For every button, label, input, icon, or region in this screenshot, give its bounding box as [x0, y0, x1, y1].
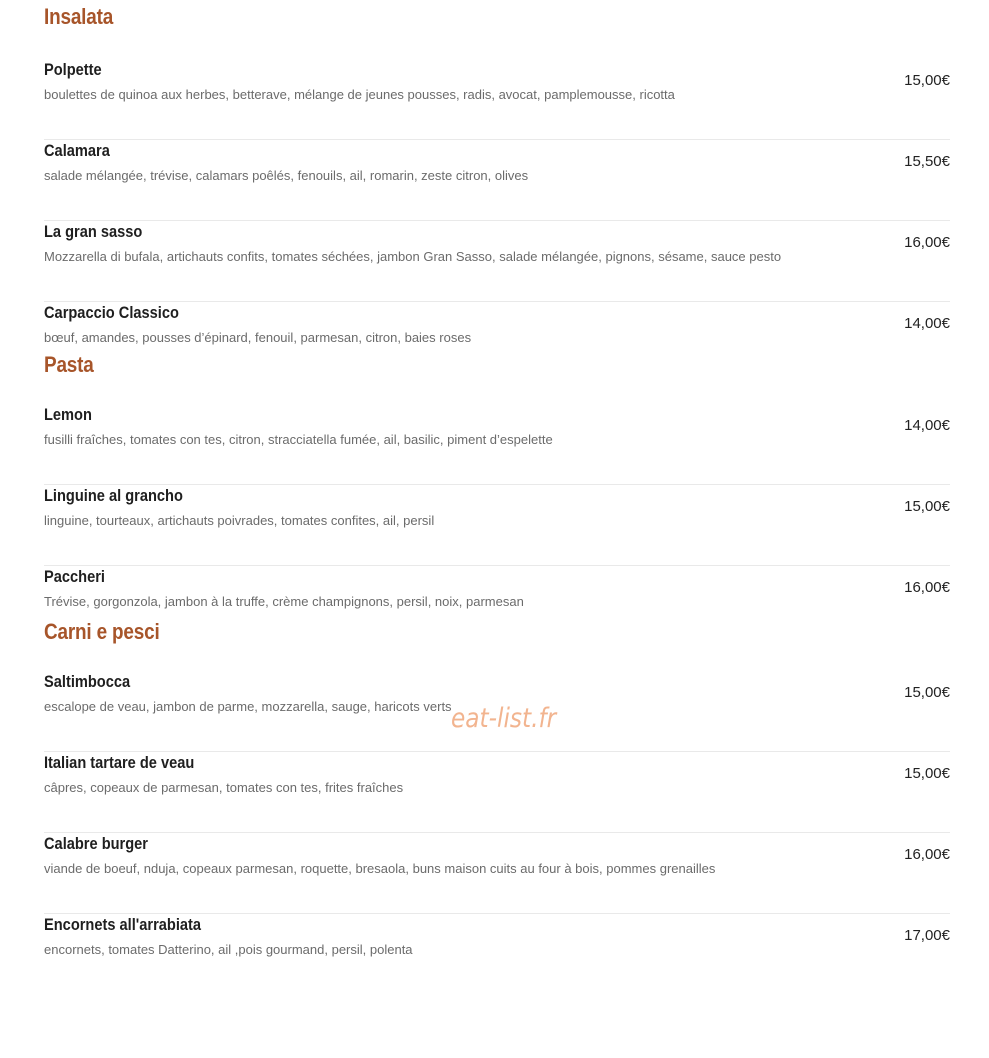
item-name: Paccheri — [44, 567, 105, 586]
item-price: 15,00€ — [904, 765, 950, 782]
menu-item — [44, 914, 950, 995]
item-name: Calamara — [44, 141, 110, 160]
item-description: Trévise, gorgonzola, jambon à la truffe, crème champignons, persil, noix, parmesan — [44, 594, 524, 609]
menu-item — [44, 221, 950, 302]
item-price: 15,00€ — [904, 498, 950, 515]
item-name: Linguine al grancho — [44, 486, 183, 505]
section-title: Insalata — [44, 4, 114, 29]
item-name: La gran sasso — [44, 222, 143, 241]
item-description: boulettes de quinoa aux herbes, betterave, mélange de jeunes pousses, radis, avocat, pamplemousse, ricotta — [44, 87, 675, 102]
menu-item — [44, 752, 950, 833]
item-price: 15,50€ — [904, 153, 950, 170]
section-insalata — [44, 0, 950, 383]
item-price: 16,00€ — [904, 234, 950, 251]
section-title: Carni e pesci — [44, 619, 160, 644]
item-name: Lemon — [44, 405, 92, 424]
item-description: linguine, tourteaux, artichauts poivrades, tomates confites, ail, persil — [44, 513, 435, 528]
item-name: Calabre burger — [44, 834, 149, 853]
section-pasta — [44, 352, 950, 647]
item-price: 14,00€ — [904, 315, 950, 332]
item-price: 14,00€ — [904, 417, 950, 434]
menu-item — [44, 485, 950, 566]
menu-item — [44, 140, 950, 221]
item-name: Italian tartare de veau — [44, 753, 195, 772]
menu-item — [44, 59, 950, 140]
item-description: bœuf, amandes, pousses d’épinard, fenouil, parmesan, citron, baies roses — [44, 330, 472, 345]
item-name: Carpaccio Classico — [44, 303, 179, 322]
item-name: Saltimbocca — [44, 672, 131, 691]
item-description: fusilli fraîches, tomates con tes, citron, stracciatella fumée, ail, basilic, piment d’espelette — [44, 432, 553, 447]
item-description: Mozzarella di bufala, artichauts confits, tomates séchées, jambon Gran Sasso, salade mélangée, pignons, sésame, sauce pesto — [44, 249, 782, 264]
section-carni-e-pesci — [44, 619, 950, 995]
item-description: salade mélangée, trévise, calamars poêlés, fenouils, ail, romarin, zeste citron, olives — [44, 168, 529, 183]
section-title: Pasta — [44, 352, 94, 377]
item-price: 17,00€ — [904, 927, 950, 944]
menu — [44, 0, 950, 995]
item-name: Encornets all'arrabiata — [44, 915, 202, 934]
item-price: 15,00€ — [904, 684, 950, 701]
item-description: câpres, copeaux de parmesan, tomates con tes, frites fraîches — [44, 780, 404, 795]
item-price: 15,00€ — [904, 72, 950, 89]
item-description: encornets, tomates Datterino, ail ,pois gourmand, persil, polenta — [44, 942, 413, 957]
item-price: 16,00€ — [904, 846, 950, 863]
item-price: 16,00€ — [904, 579, 950, 596]
menu-item — [44, 833, 950, 914]
item-description: viande de boeuf, nduja, copeaux parmesan, roquette, bresaola, buns maison cuits au four à bois, pommes grenailles — [44, 861, 716, 876]
item-name: Polpette — [44, 60, 102, 79]
item-description: escalope de veau, jambon de parme, mozzarella, sauge, haricots verts — [44, 699, 452, 714]
menu-item — [44, 404, 950, 485]
watermark: eat-list.fr — [451, 703, 557, 734]
